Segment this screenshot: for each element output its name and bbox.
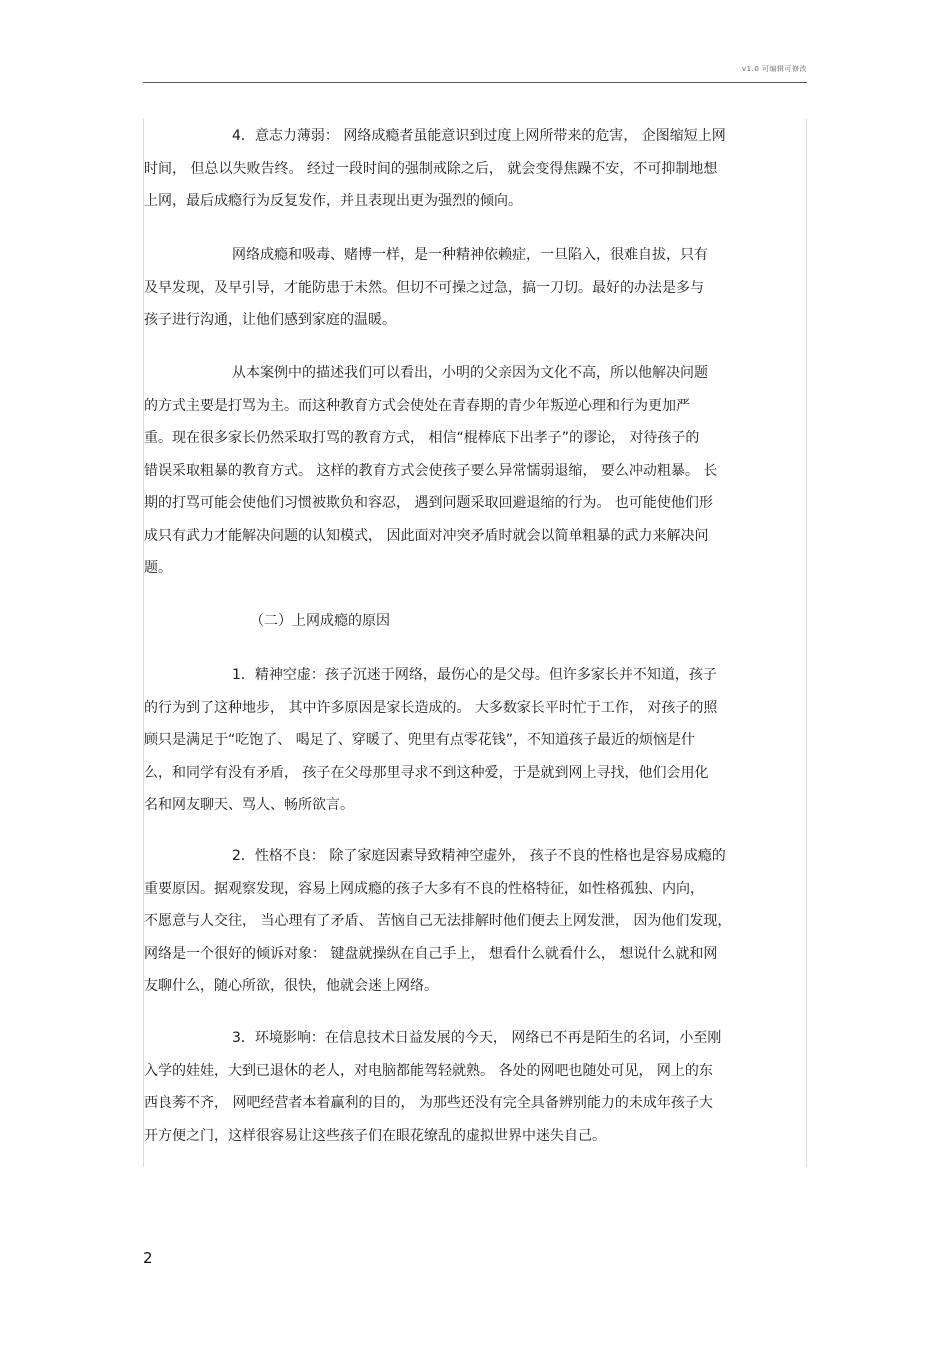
paragraph-line: 及早发现，及早引导，才能防患于未然。但切不可操之过急，搞一刀切。最好的办法是多与	[144, 279, 704, 296]
paragraph-line: 题。	[144, 560, 172, 576]
paragraph-line: 2．性格不良： 除了家庭因素导致精神空虚外， 孩子不良的性格也是容易成瘾的	[232, 848, 726, 864]
paragraph-addiction-summary	[144, 239, 808, 337]
paragraph-line: 么，和同学有没有矛盾， 孩子在父母那里寻求不到这种爱，于是就到网上寻找，他们会用化	[144, 764, 709, 781]
paragraph-case-analysis	[144, 357, 808, 585]
paragraph-line: 重。现在很多家长仍然采取打骂的教育方式， 相信“棍棒底下出孝子”的谬论， 对待孩子的	[144, 430, 700, 446]
paragraph-line: 网络成瘾和吸毒、赌博一样，是一种精神依赖症，一旦陷入，很难自拔，只有	[232, 247, 708, 263]
paragraph-line: 顾只是满足于“吃饱了、 喝足了、穿暖了、兜里有点零花钱”，不知道孩子最近的烦恼是什	[144, 732, 695, 748]
paragraph-line: 孩子进行沟通，让他们感到家庭的温暖。	[144, 312, 396, 328]
paragraph-line: 的行为到了这种地步， 其中许多原因是家长造成的。 大多数家长平时忙于工作， 对孩子的照	[144, 699, 718, 716]
paragraph-line: 成只有武力才能解决问题的认知模式， 因此面对冲突矛盾时就会以简单粗暴的武力来解决问	[144, 527, 709, 544]
paragraph-line: 名和网友聊天、骂人、畅所欲言。	[144, 797, 354, 813]
paragraph-line: 的方式主要是打骂为主。而这种教育方式会使处在青春期的青少年叛逆心理和行为更加严	[144, 397, 690, 414]
version-label: v1.0 可编辑可修改	[742, 65, 807, 73]
paragraph-line: 从本案例中的描述我们可以看出，小明的父亲因为文化不高，所以他解决问题	[232, 365, 708, 381]
paragraph-environment	[144, 1022, 808, 1152]
paragraph-line: 4．意志力薄弱： 网络成瘾者虽能意识到过度上网所带来的危害， 企图缩短上网	[232, 128, 726, 144]
paragraph-line: 入学的娃娃，大到已退休的老人，对电脑都能驾轻就熟。 各处的网吧也随处可见， 网上的东	[144, 1062, 713, 1079]
paragraph-willpower	[144, 120, 808, 218]
paragraph-line: 时间， 但总以失败告终。 经过一段时间的强制戒除之后， 就会变得焦躁不安，不可抑制地想	[144, 160, 718, 177]
paragraph-line: 重要原因。据观察发现，容易上网成瘾的孩子大多有不良的性格特征，如性格孤独、内向，	[144, 880, 704, 897]
header-divider	[143, 82, 807, 83]
paragraph-spiritual-emptiness	[144, 659, 808, 822]
paragraph-line: 上网，最后成瘾行为反复发作，并且表现出更为强烈的倾向。	[144, 193, 522, 209]
paragraph-line: 3．环境影响：在信息技术日益发展的今天， 网络已不再是陌生的名词，小至刚	[232, 1030, 722, 1046]
paragraph-line: 不愿意与人交往， 当心理有了矛盾、 苦恼自己无法排解时他们便去上网发泄， 因为他们发现，	[144, 913, 732, 929]
paragraph-line: 错误采取粗暴的教育方式。 这样的教育方式会使孩子要么异常懦弱退缩， 要么冲动粗暴。 长	[144, 462, 718, 479]
page-number: 2	[143, 1249, 153, 1267]
paragraph-line: 期的打骂可能会使他们习惯被欺负和容忍， 遇到问题采取回避退缩的行为。 也可能使他们形	[144, 495, 713, 511]
section-heading: （二）上网成瘾的原因	[250, 613, 390, 629]
paragraph-line: 友聊什么，随心所欲，很快，他就会迷上网络。	[144, 978, 438, 994]
paragraph-bad-personality	[144, 840, 808, 1003]
paragraph-line: 西良莠不齐， 网吧经营者本着赢利的目的， 为那些还没有完全具备辨别能力的未成年孩子大	[144, 1095, 713, 1111]
paragraph-line: 1．精神空虚：孩子沉迷于网络，最伤心的是父母。但许多家长并不知道，孩子	[232, 667, 717, 683]
paragraph-line: 网络是一个很好的倾诉对象： 键盘就操纵在自己手上， 想看什么就看什么， 想说什么就和网	[144, 945, 718, 962]
paragraph-line: 开方便之门，这样很容易让这些孩子们在眼花缭乱的虚拟世界中迷失自己。	[144, 1127, 606, 1144]
